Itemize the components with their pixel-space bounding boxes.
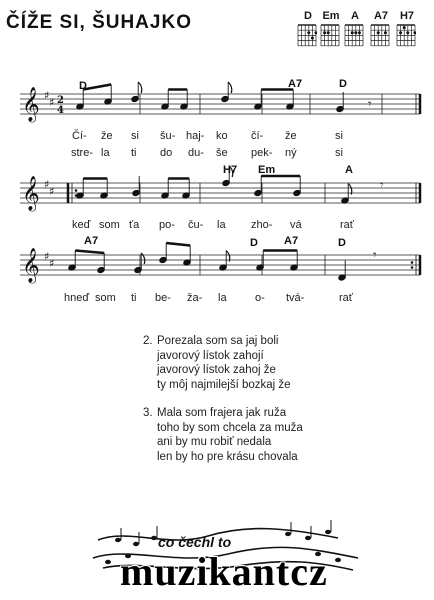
lyric-syllable: hneď xyxy=(64,292,90,304)
verse-line-text: Mala som frajera jak ruža xyxy=(157,407,287,419)
chord-diagram xyxy=(370,10,392,47)
eighth-rest-icon: 𝄾 xyxy=(373,248,377,263)
chord-label: D xyxy=(79,80,87,92)
song-title: ČÍŽE SI, ŠUHAJKO xyxy=(6,12,192,33)
chord-fretboard-icon xyxy=(370,23,390,47)
verse-line-text: toho by som chcela za muža xyxy=(157,421,303,434)
lyric-syllable: že xyxy=(101,130,113,142)
chord-diagram xyxy=(320,10,342,47)
chord-label: A xyxy=(345,164,353,176)
verse-number: 2. xyxy=(143,335,153,347)
chord-diagram-label: Em xyxy=(322,10,340,22)
verse-line xyxy=(143,435,303,450)
note-beam xyxy=(166,243,190,246)
treble-clef-icon: 𝄞 xyxy=(22,248,40,283)
repeat-dot xyxy=(75,189,78,192)
lyric-syllable: po- xyxy=(159,219,175,231)
repeat-dot xyxy=(411,261,414,264)
note-beam xyxy=(83,85,111,90)
lyric-syllable: si xyxy=(335,130,343,142)
verse-2 xyxy=(143,334,291,392)
verse-line xyxy=(143,363,291,378)
lyric-syllable: že xyxy=(285,130,297,142)
verse-number: 3. xyxy=(143,407,153,419)
treble-clef-icon: 𝄞 xyxy=(22,176,40,211)
chord-fretboard-icon xyxy=(297,23,317,47)
sharp-icon: ♯ xyxy=(44,89,50,102)
chord-diagram xyxy=(396,10,418,47)
lyric-syllable: čí- xyxy=(251,130,264,142)
lyric-syllable: do xyxy=(160,147,173,159)
chord-diagram-label: H7 xyxy=(399,10,415,22)
chord-diagram-label: A xyxy=(351,10,359,22)
lyric-syllable: rať xyxy=(340,219,354,231)
lyric-syllable: som xyxy=(95,292,116,304)
lyric-syllable: vá xyxy=(290,219,302,231)
verse-line xyxy=(143,421,303,436)
sharp-icon: ♯ xyxy=(44,178,50,191)
lyric-syllable: Čí- xyxy=(72,130,87,142)
lyric-syllable: si xyxy=(335,147,343,159)
lyric-syllable: la xyxy=(217,219,226,231)
banner-text: co čechl to xyxy=(158,534,232,550)
chord-diagram-label: A7 xyxy=(373,10,389,22)
music-system-3 xyxy=(0,235,434,310)
time-signature: 2 xyxy=(57,95,64,106)
chord-diagram xyxy=(344,10,366,47)
lyric-syllable: ču- xyxy=(188,219,204,231)
lyric-syllable: ža- xyxy=(187,292,203,304)
verse-line xyxy=(143,378,291,393)
note-flag xyxy=(138,82,142,93)
verse-line xyxy=(143,406,303,421)
chord-label: Em xyxy=(258,164,276,176)
sharp-icon: ♯ xyxy=(49,96,55,109)
eighth-rest-icon: 𝄾 xyxy=(380,178,384,193)
lyric-syllable: keď xyxy=(72,219,91,231)
note-flag xyxy=(228,82,232,93)
lyric-syllable: ti xyxy=(131,147,137,159)
chord-label: A7 xyxy=(84,235,99,247)
lyric-syllable: be- xyxy=(155,292,171,304)
lyric-syllable: pek- xyxy=(251,147,273,159)
sharp-icon: ♯ xyxy=(44,250,50,263)
lyric-syllable: ťa xyxy=(129,219,140,231)
lyric-syllable: si xyxy=(131,130,139,142)
chord-label: H7 xyxy=(223,164,238,176)
lyric-syllable: tvá- xyxy=(286,292,305,304)
lyric-syllable: stre- xyxy=(71,147,93,159)
lyric-syllable: du- xyxy=(188,147,204,159)
lyric-syllable: ný xyxy=(285,147,297,159)
lyric-syllable: ti xyxy=(131,292,137,304)
chord-label: D xyxy=(339,78,347,90)
lyric-syllable: la xyxy=(218,292,227,304)
verse-line-text: javorový lístok zahoj že xyxy=(157,364,276,376)
chord-label-text: A7 xyxy=(288,78,303,90)
music-system-2 xyxy=(0,162,434,237)
chord-label: D xyxy=(338,237,346,249)
lyric-syllable: še xyxy=(216,147,228,159)
verse-3 xyxy=(143,406,303,464)
lyric-syllable: ko xyxy=(216,130,228,142)
lyric-syllable: som xyxy=(99,219,120,231)
chord-diagram xyxy=(297,10,319,47)
chord-label xyxy=(288,78,302,90)
watermark-logo: muzikantcz xyxy=(120,549,328,594)
time-signature: 4 xyxy=(57,105,64,116)
lyric-syllable: zho- xyxy=(251,219,273,231)
chord-label: A7 xyxy=(284,235,299,247)
eighth-rest-icon: 𝄾 xyxy=(368,97,372,112)
lyric-syllable: rať xyxy=(339,292,353,304)
lyric-syllable: šu- xyxy=(160,130,176,142)
verse-line-text: ty môj najmilejší bozkaj že xyxy=(157,378,291,391)
lyric-syllable: la xyxy=(101,147,110,159)
verse-line xyxy=(143,334,291,349)
verse-line-text: ani by mu robiť nedala xyxy=(157,436,272,448)
treble-clef-icon: 𝄞 xyxy=(22,87,40,122)
verse-line-text: javorový lístok zahojí xyxy=(157,349,264,362)
verse-line xyxy=(143,349,291,364)
lyric-syllable: o- xyxy=(255,292,265,304)
sharp-icon: ♯ xyxy=(49,185,55,198)
verse-line xyxy=(143,450,303,465)
chord-fretboard-icon xyxy=(320,23,340,47)
sharp-icon: ♯ xyxy=(49,257,55,270)
chord-label: D xyxy=(250,237,258,249)
note-beam xyxy=(75,251,104,254)
repeat-dot xyxy=(411,266,414,269)
chord-diagram-label: D xyxy=(304,10,312,22)
verse-line-text: len by ho pre krásu chovala xyxy=(157,450,298,463)
verse-line-text: Porezala som sa jaj boli xyxy=(157,335,279,347)
music-system-1 xyxy=(0,78,434,166)
chord-fretboard-icon xyxy=(344,23,364,47)
lyric-syllable: haj- xyxy=(186,130,205,142)
chord-fretboard-icon xyxy=(396,23,416,47)
